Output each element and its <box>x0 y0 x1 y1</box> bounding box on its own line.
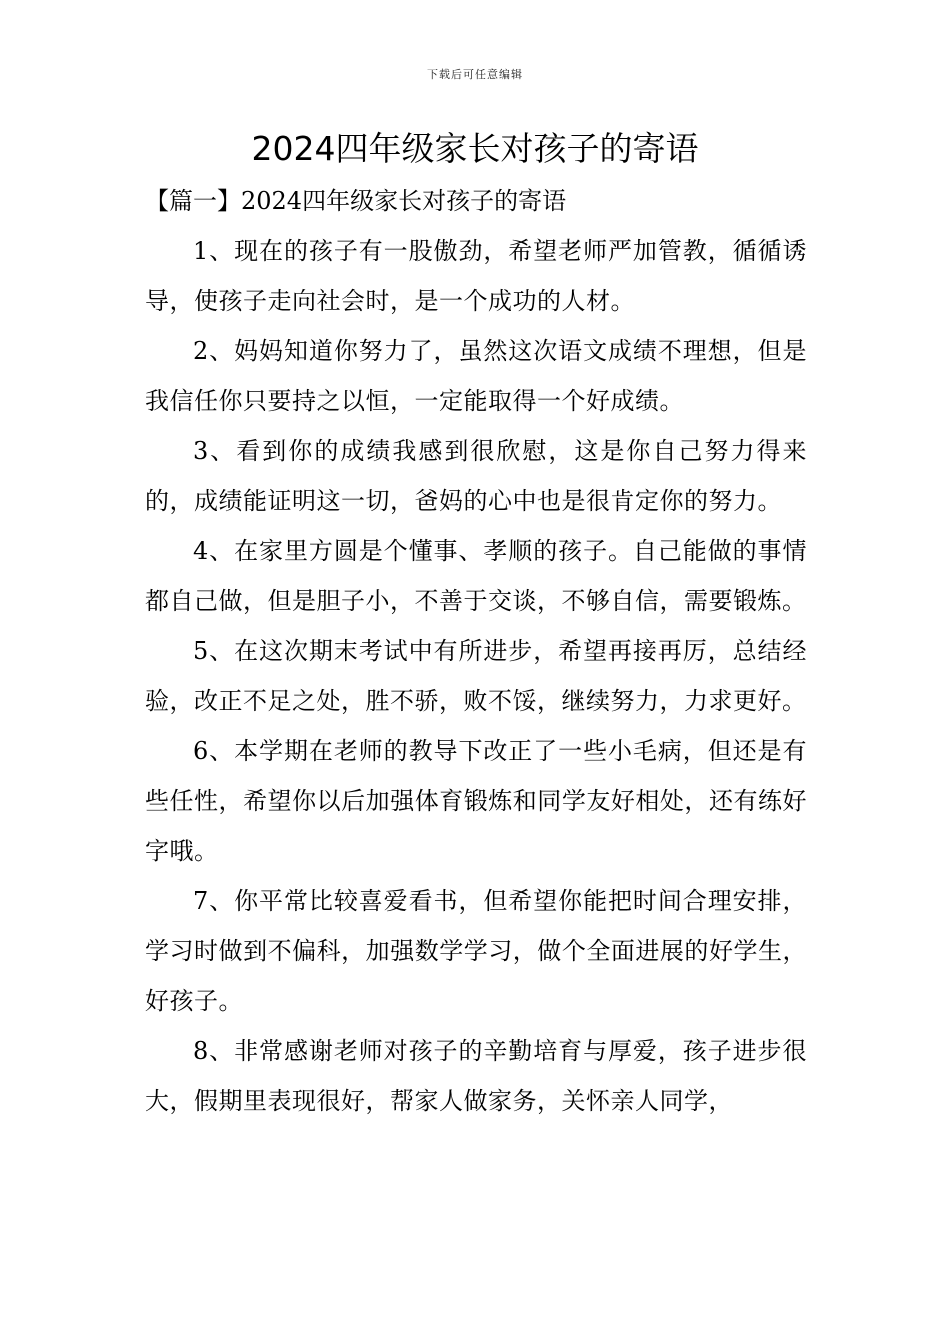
paragraph-8: 8、非常感谢老师对孩子的辛勤培育与厚爱，孩子进步很大，假期里表现很好，帮家人做家务，关怀亲人同学， <box>145 1037 807 1115</box>
section-heading: 【篇一】2024四年级家长对孩子的寄语 <box>145 187 567 215</box>
paragraph-6: 6、本学期在老师的教导下改正了一些小毛病，但还是有些任性，希望你以后加强体育锻炼和同学友好相处，还有练好字哦。 <box>145 737 807 865</box>
paragraph-7: 7、你平常比较喜爱看书，但希望你能把时间合理安排，学习时做到不偏科，加强数学学习，做个全面进展的好学生，好孩子。 <box>145 887 807 1015</box>
paragraph-4: 4、在家里方圆是个懂事、孝顺的孩子。自己能做的事情都自己做，但是胆子小，不善于交谈，不够自信，需要锻炼。 <box>145 537 807 615</box>
paragraph-1: 1、现在的孩子有一股傲劲，希望老师严加管教，循循诱导，使孩子走向社会时，是一个成功的人材。 <box>145 237 807 315</box>
page-header-note: 下载后可任意编辑 <box>427 68 523 81</box>
paragraph-2: 2、妈妈知道你努力了，虽然这次语文成绩不理想，但是我信任你只要持之以恒，一定能取得一个好成绩。 <box>145 337 807 415</box>
paragraph-5: 5、在这次期末考试中有所进步，希望再接再厉，总结经验，改正不足之处，胜不骄，败不馁，继续努力，力求更好。 <box>145 637 807 715</box>
document-body <box>145 176 807 1126</box>
document-title: 2024四年级家长对孩子的寄语 <box>251 129 699 168</box>
paragraph-3: 3、看到你的成绩我感到很欣慰，这是你自己努力得来的，成绩能证明这一切，爸妈的心中也是很肯定你的努力。 <box>145 437 807 515</box>
